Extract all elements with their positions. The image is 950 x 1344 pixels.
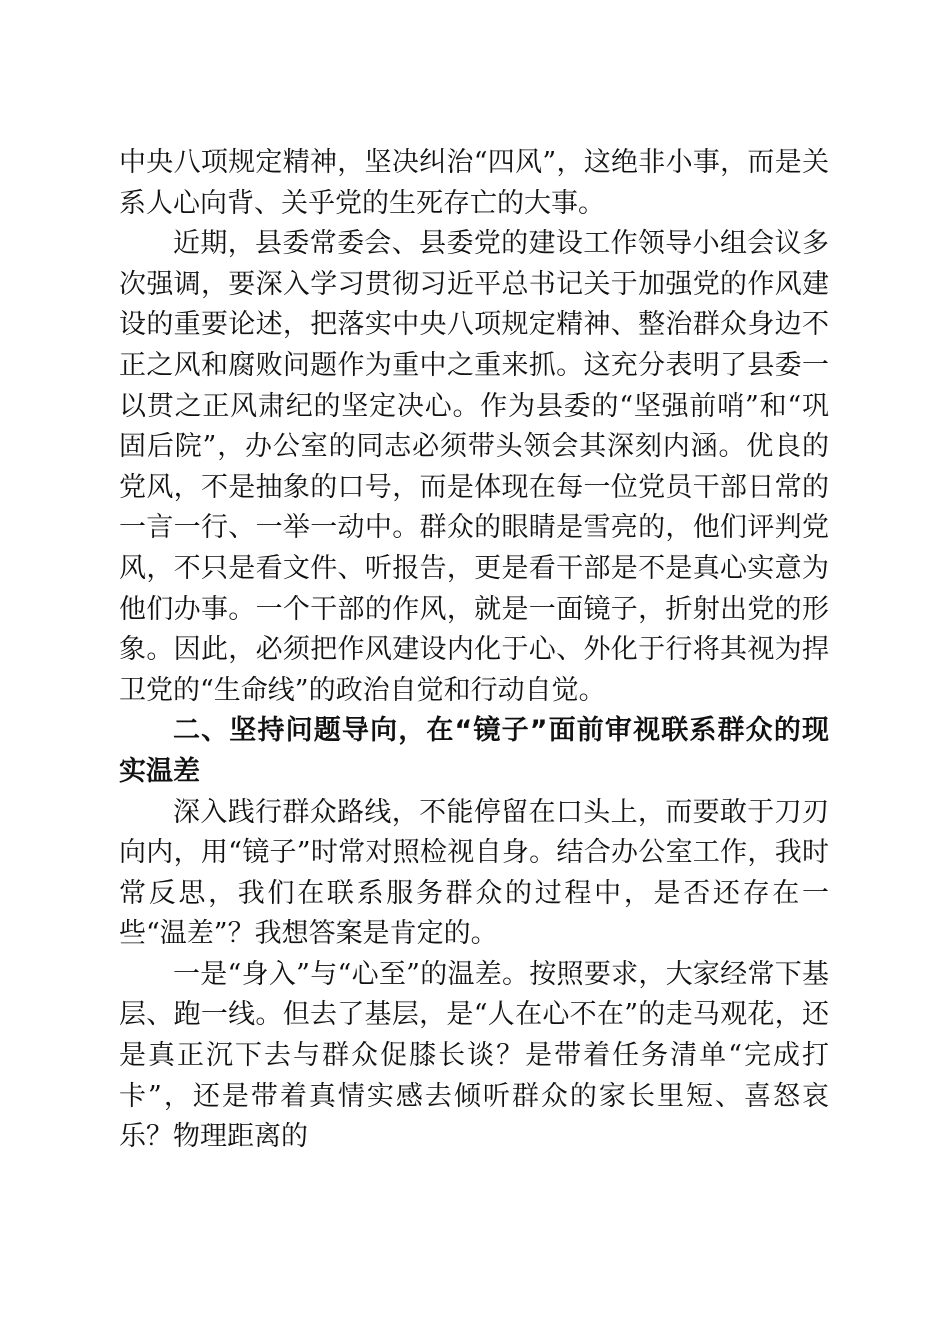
paragraph-continuation: 中央八项规定精神，坚决纠治“四风”，这绝非小事，而是关系人心向背、关乎党的生死存亡的大事。 — [119, 147, 829, 219]
paragraph-mass-line: 深入践行群众路线，不能停留在口头上，而要敢于刀刃向内，用“镜子”时常对照检视自身。结合办公室工作，我时常反思，我们在联系服务群众的过程中，是否还存在一些“温差”？我想答案是肯定的。 — [119, 796, 829, 950]
section-heading-2: 二、坚持问题导向，在“镜子”面前审视联系群众的现实温差 — [119, 715, 829, 787]
paragraph-temperature-gap-1: 一是“身入”与“心至”的温差。按照要求，大家经常下基层、跑一线。但去了基层，是“人在心不在”的走马观花，还是真正沉下去与群众促膝长谈？是带着任务清单“完成打卡”，还是带着真情实感去倾听群众的家长里短、喜怒哀乐？物理距离的 — [119, 958, 829, 1153]
document-body — [119, 143, 829, 1158]
paragraph-recent-meetings: 近期，县委常委会、县委党的建设工作领导小组会议多次强调，要深入学习贯彻习近平总书记关于加强党的作风建设的重要论述，把落实中央八项规定精神、整治群众身边不正之风和腐败问题作为重中之重来抓。这充分表明了县委一以贯之正风肃纪的坚定决心。作为县委的“坚强前哨”和“巩固后院”，办公室的同志必须带头领会其深刻内涵。优良的党风，不是抽象的口号，而是体现在每一位党员干部日常的一言一行、一举一动中。群众的眼睛是雪亮的，他们评判党风，不只是看文件、听报告，更是看干部是不是真心实意为他们办事。一个干部的作风，就是一面镜子，折射出党的形象。因此，必须把作风建设内化于心、外化于行将其视为捍卫党的“生命线”的政治自觉和行动自觉。 — [119, 228, 829, 706]
